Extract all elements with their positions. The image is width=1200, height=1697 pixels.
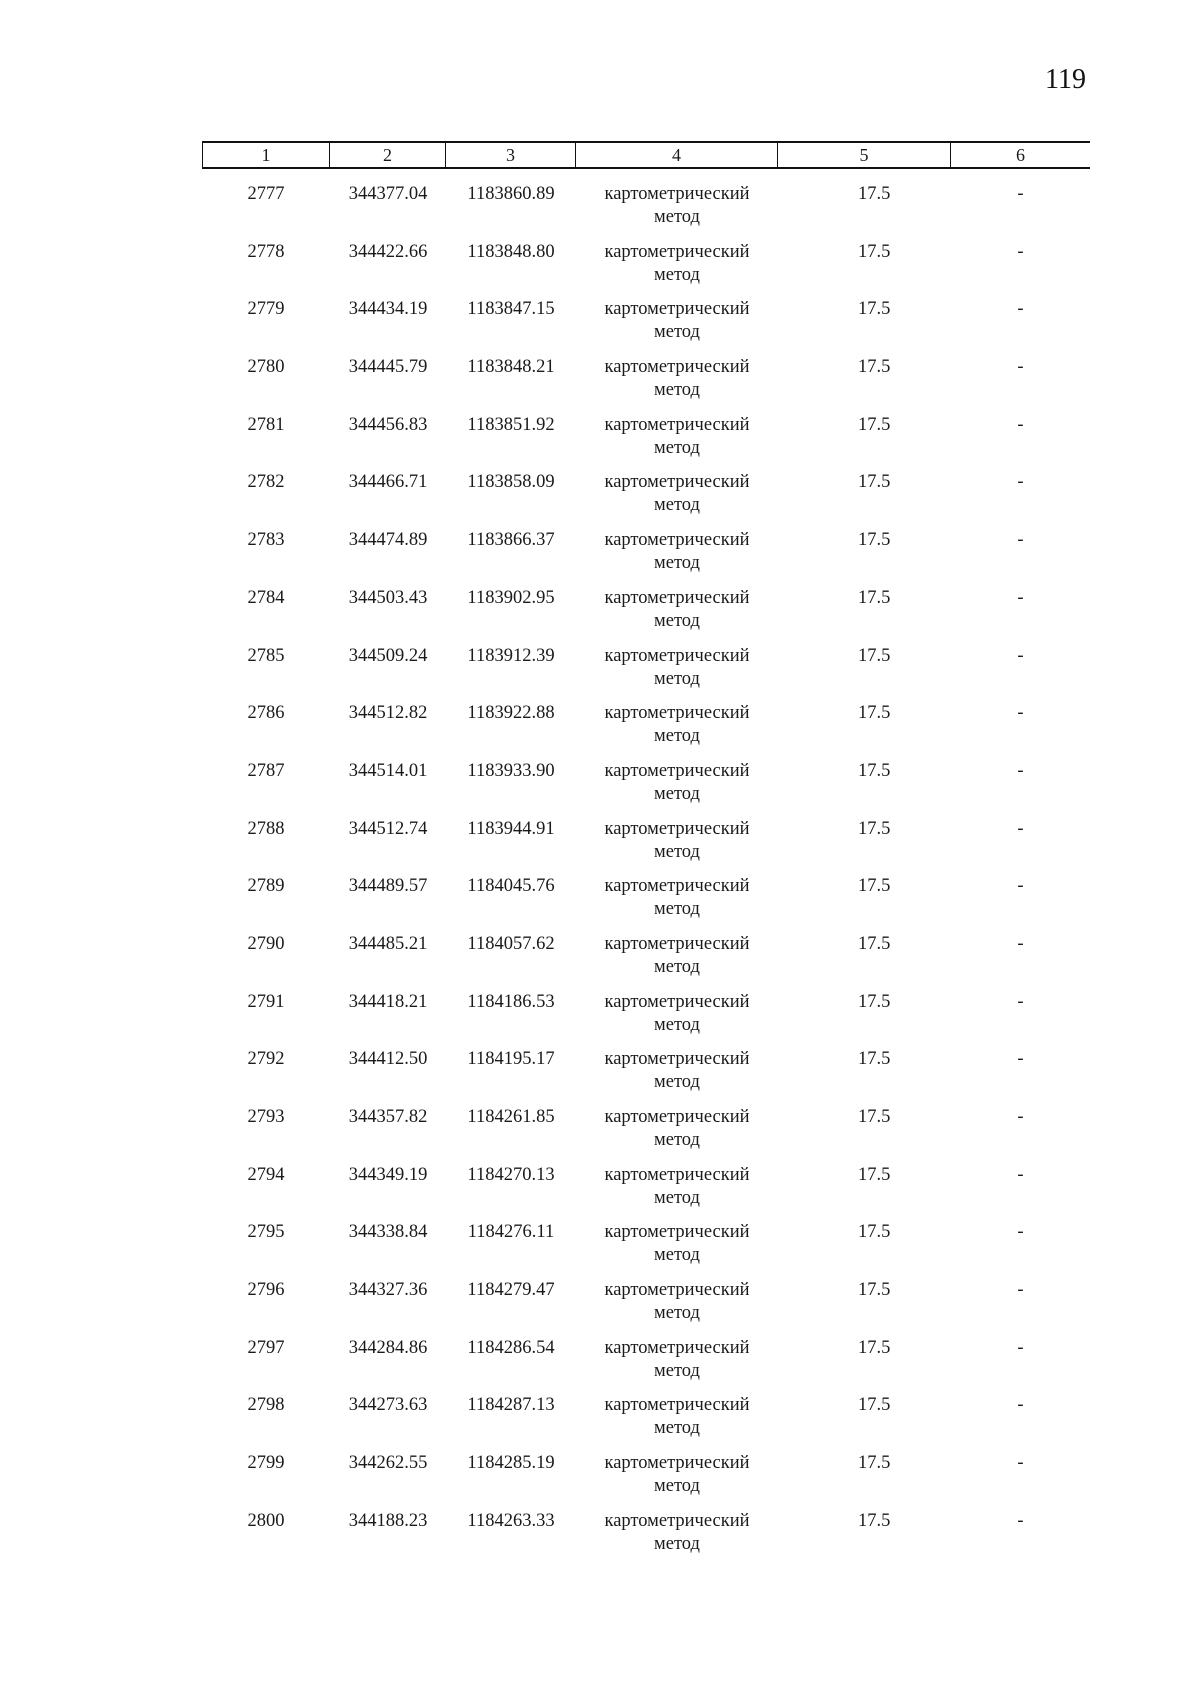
method-line-1: картометрический [604,1453,750,1474]
method-line-1: картометрический [604,1222,750,1243]
point-number: 2780 [247,357,285,378]
method-line-1: картометрический [604,645,750,666]
coordinate-x: 344338.84 [348,1222,428,1243]
point-number: 2797 [247,1337,285,1358]
table-row [202,1337,1090,1395]
accuracy-value: 17.5 [858,760,891,781]
method-line-2: метод [654,668,700,689]
method-cell [576,645,778,703]
accuracy-value: 17.5 [858,299,891,320]
note-value: - [1017,1395,1024,1416]
coordinate-x: 344422.66 [348,241,428,262]
accuracy-value: 17.5 [858,1510,891,1531]
coordinate-y: 1184186.53 [467,991,555,1012]
accuracy-value: 17.5 [858,587,891,608]
method-cell [576,471,778,529]
method-line-1: картометрический [604,472,750,493]
table-row [202,1394,1090,1452]
accuracy-value: 17.5 [858,472,891,493]
method-line-1: картометрический [604,299,750,320]
note-value: - [1017,1337,1024,1358]
method-line-1: картометрический [604,703,750,724]
table-row [202,645,1090,703]
coordinate-y: 1183851.92 [467,414,555,435]
method-line-1: картометрический [604,1395,750,1416]
table-row [202,183,1090,241]
point-number: 2781 [247,414,285,435]
coordinate-x: 344503.43 [348,587,428,608]
method-line-2: метод [654,1245,700,1266]
accuracy-value: 17.5 [858,241,891,262]
point-number: 2794 [247,1164,285,1185]
method-line-2: метод [654,553,700,574]
note-value: - [1017,414,1024,435]
note-value: - [1017,1280,1024,1301]
method-cell [576,298,778,356]
table-row [202,529,1090,587]
accuracy-value: 17.5 [858,1453,891,1474]
note-value: - [1017,1510,1024,1531]
coordinate-x: 344489.57 [348,876,428,897]
accuracy-value: 17.5 [858,933,891,954]
accuracy-value: 17.5 [858,991,891,1012]
column-header-4: 4 [576,143,778,167]
method-cell [576,241,778,299]
note-value: - [1017,760,1024,781]
point-number: 2778 [247,241,285,262]
method-cell [576,529,778,587]
method-line-2: метод [654,380,700,401]
point-number: 2784 [247,587,285,608]
method-line-2: метод [654,610,700,631]
coordinate-y: 1183860.89 [467,184,555,204]
note-value: - [1017,818,1024,839]
table-row [202,241,1090,299]
point-number: 2790 [247,933,285,954]
method-cell [576,1394,778,1452]
coordinate-x: 344512.82 [348,703,428,724]
method-cell [576,1221,778,1279]
table-row [202,1510,1090,1568]
method-line-1: картометрический [604,1510,750,1531]
note-value: - [1017,1164,1024,1185]
coordinate-y: 1184285.19 [467,1453,555,1474]
method-cell [576,1279,778,1337]
method-line-2: метод [654,1476,700,1497]
coordinate-y: 1183912.39 [467,645,555,666]
point-number: 2777 [247,184,285,204]
note-value: - [1017,645,1024,666]
table-row [202,1452,1090,1510]
method-cell [576,414,778,472]
page-number: 119 [1045,64,1086,95]
coordinate-y: 1184057.62 [467,933,555,954]
method-cell [576,875,778,933]
table-row [202,933,1090,991]
coordinate-x: 344456.83 [348,414,428,435]
method-line-1: картометрический [604,1164,750,1185]
coordinate-x: 344284.86 [348,1337,428,1358]
point-number: 2779 [247,299,285,320]
accuracy-value: 17.5 [858,1395,891,1416]
note-value: - [1017,587,1024,608]
coordinate-y: 1184261.85 [467,1107,555,1127]
method-line-2: метод [654,207,700,227]
coordinate-x: 344262.55 [348,1453,428,1474]
point-number: 2786 [247,703,285,724]
method-line-1: картометрический [604,241,750,262]
accuracy-value: 17.5 [858,1164,891,1185]
method-line-2: метод [654,1533,700,1554]
method-line-2: метод [654,1418,700,1439]
point-number: 2787 [247,760,285,781]
table-row [202,298,1090,356]
point-number: 2793 [247,1107,285,1127]
accuracy-value: 17.5 [858,414,891,435]
note-value: - [1017,991,1024,1012]
table-row [202,875,1090,933]
accuracy-value: 17.5 [858,1337,891,1358]
coordinate-y: 1184279.47 [467,1280,555,1301]
coordinate-y: 1183847.15 [467,299,555,320]
coordinate-x: 344474.89 [348,530,428,551]
column-header-1: 1 [202,143,330,167]
note-value: - [1017,1453,1024,1474]
coordinate-x: 344377.04 [348,184,428,204]
coordinate-y: 1184276.11 [467,1222,555,1243]
note-value: - [1017,1107,1024,1127]
method-line-1: картометрический [604,587,750,608]
note-value: - [1017,1222,1024,1243]
method-line-2: метод [654,956,700,977]
coordinate-x: 344418.21 [348,991,428,1012]
method-line-2: метод [654,899,700,920]
point-number: 2791 [247,991,285,1012]
method-line-1: картометрический [604,933,750,954]
method-line-1: картометрический [604,184,750,204]
method-cell [576,1164,778,1222]
table-header [202,141,1090,169]
note-value: - [1017,357,1024,378]
coordinate-x: 344512.74 [348,818,428,839]
table-row [202,1048,1090,1106]
note-value: - [1017,876,1024,897]
table-row [202,356,1090,414]
note-value: - [1017,299,1024,320]
coordinate-x: 344466.71 [348,472,428,493]
accuracy-value: 17.5 [858,1280,891,1301]
method-cell [576,818,778,876]
coordinate-y: 1184286.54 [467,1337,555,1358]
method-line-2: метод [654,1130,700,1150]
table-body [202,183,1090,1568]
column-header-5: 5 [778,143,951,167]
coordinate-x: 344327.36 [348,1280,428,1301]
point-number: 2788 [247,818,285,839]
table-row [202,702,1090,760]
accuracy-value: 17.5 [858,357,891,378]
accuracy-value: 17.5 [858,1049,891,1070]
method-line-2: метод [654,264,700,285]
method-cell [576,1337,778,1395]
method-cell [576,1510,778,1568]
coordinate-y: 1183944.91 [467,818,555,839]
method-cell [576,1106,778,1164]
coordinate-y: 1183933.90 [467,760,555,781]
coordinate-y: 1184045.76 [467,876,555,897]
coordinate-x: 344514.01 [348,760,428,781]
point-number: 2789 [247,876,285,897]
coordinate-x: 344357.82 [348,1107,428,1127]
table-row [202,1279,1090,1337]
coordinate-y: 1183848.80 [467,241,555,262]
note-value: - [1017,184,1024,204]
table-row [202,991,1090,1049]
coordinate-y: 1183848.21 [467,357,555,378]
method-cell [576,183,778,241]
method-line-2: метод [654,1014,700,1035]
column-header-3: 3 [446,143,576,167]
note-value: - [1017,530,1024,551]
method-line-2: метод [654,1360,700,1381]
accuracy-value: 17.5 [858,645,891,666]
coordinate-x: 344485.21 [348,933,428,954]
method-line-2: метод [654,783,700,804]
table-row [202,1164,1090,1222]
table-row [202,818,1090,876]
method-line-1: картометрический [604,414,750,435]
point-number: 2799 [247,1453,285,1474]
method-line-1: картометрический [604,760,750,781]
coordinate-y: 1184270.13 [467,1164,555,1185]
note-value: - [1017,933,1024,954]
accuracy-value: 17.5 [858,1222,891,1243]
method-cell [576,991,778,1049]
method-line-1: картометрический [604,991,750,1012]
coordinate-y: 1183902.95 [467,587,555,608]
note-value: - [1017,472,1024,493]
table-row [202,414,1090,472]
coordinate-y: 1184263.33 [467,1510,555,1531]
method-line-1: картометрический [604,357,750,378]
coordinate-y: 1184287.13 [467,1395,555,1416]
coordinate-x: 344412.50 [348,1049,428,1070]
note-value: - [1017,703,1024,724]
method-line-2: метод [654,437,700,458]
method-line-2: метод [654,495,700,516]
column-header-2: 2 [330,143,446,167]
coordinate-y: 1183922.88 [467,703,555,724]
method-cell [576,1452,778,1510]
table-row [202,1106,1090,1164]
method-line-1: картометрический [604,1337,750,1358]
method-line-2: метод [654,1187,700,1208]
point-number: 2783 [247,530,285,551]
coordinate-x: 344273.63 [348,1395,428,1416]
method-line-2: метод [654,322,700,343]
coordinate-x: 344434.19 [348,299,428,320]
method-cell [576,933,778,991]
table-row [202,587,1090,645]
method-cell [576,356,778,414]
method-cell [576,702,778,760]
coordinate-x: 344188.23 [348,1510,428,1531]
note-value: - [1017,1049,1024,1070]
method-line-1: картометрический [604,818,750,839]
point-number: 2785 [247,645,285,666]
method-line-1: картометрический [604,530,750,551]
point-number: 2796 [247,1280,285,1301]
coordinate-x: 344445.79 [348,357,428,378]
point-number: 2798 [247,1395,285,1416]
coordinate-y: 1183866.37 [467,530,555,551]
coordinate-x: 344349.19 [348,1164,428,1185]
note-value: - [1017,241,1024,262]
method-line-1: картометрический [604,1107,750,1127]
accuracy-value: 17.5 [858,530,891,551]
accuracy-value: 17.5 [858,876,891,897]
coordinate-x: 344509.24 [348,645,428,666]
method-line-1: картометрический [604,1280,750,1301]
coordinate-y: 1183858.09 [467,472,555,493]
table-row [202,760,1090,818]
accuracy-value: 17.5 [858,818,891,839]
method-cell [576,760,778,818]
method-line-1: картометрический [604,1049,750,1070]
method-line-2: метод [654,726,700,747]
coordinate-y: 1184195.17 [467,1049,555,1070]
method-line-2: метод [654,1072,700,1093]
method-cell [576,587,778,645]
accuracy-value: 17.5 [858,1107,891,1127]
point-number: 2800 [247,1510,285,1531]
table-row [202,471,1090,529]
accuracy-value: 17.5 [858,184,891,204]
method-cell [576,1048,778,1106]
point-number: 2792 [247,1049,285,1070]
method-line-2: метод [654,841,700,862]
method-line-1: картометрический [604,876,750,897]
accuracy-value: 17.5 [858,703,891,724]
point-number: 2795 [247,1222,285,1243]
point-number: 2782 [247,472,285,493]
method-line-2: метод [654,1303,700,1324]
column-header-6: 6 [1016,145,1025,165]
table-row [202,1221,1090,1279]
